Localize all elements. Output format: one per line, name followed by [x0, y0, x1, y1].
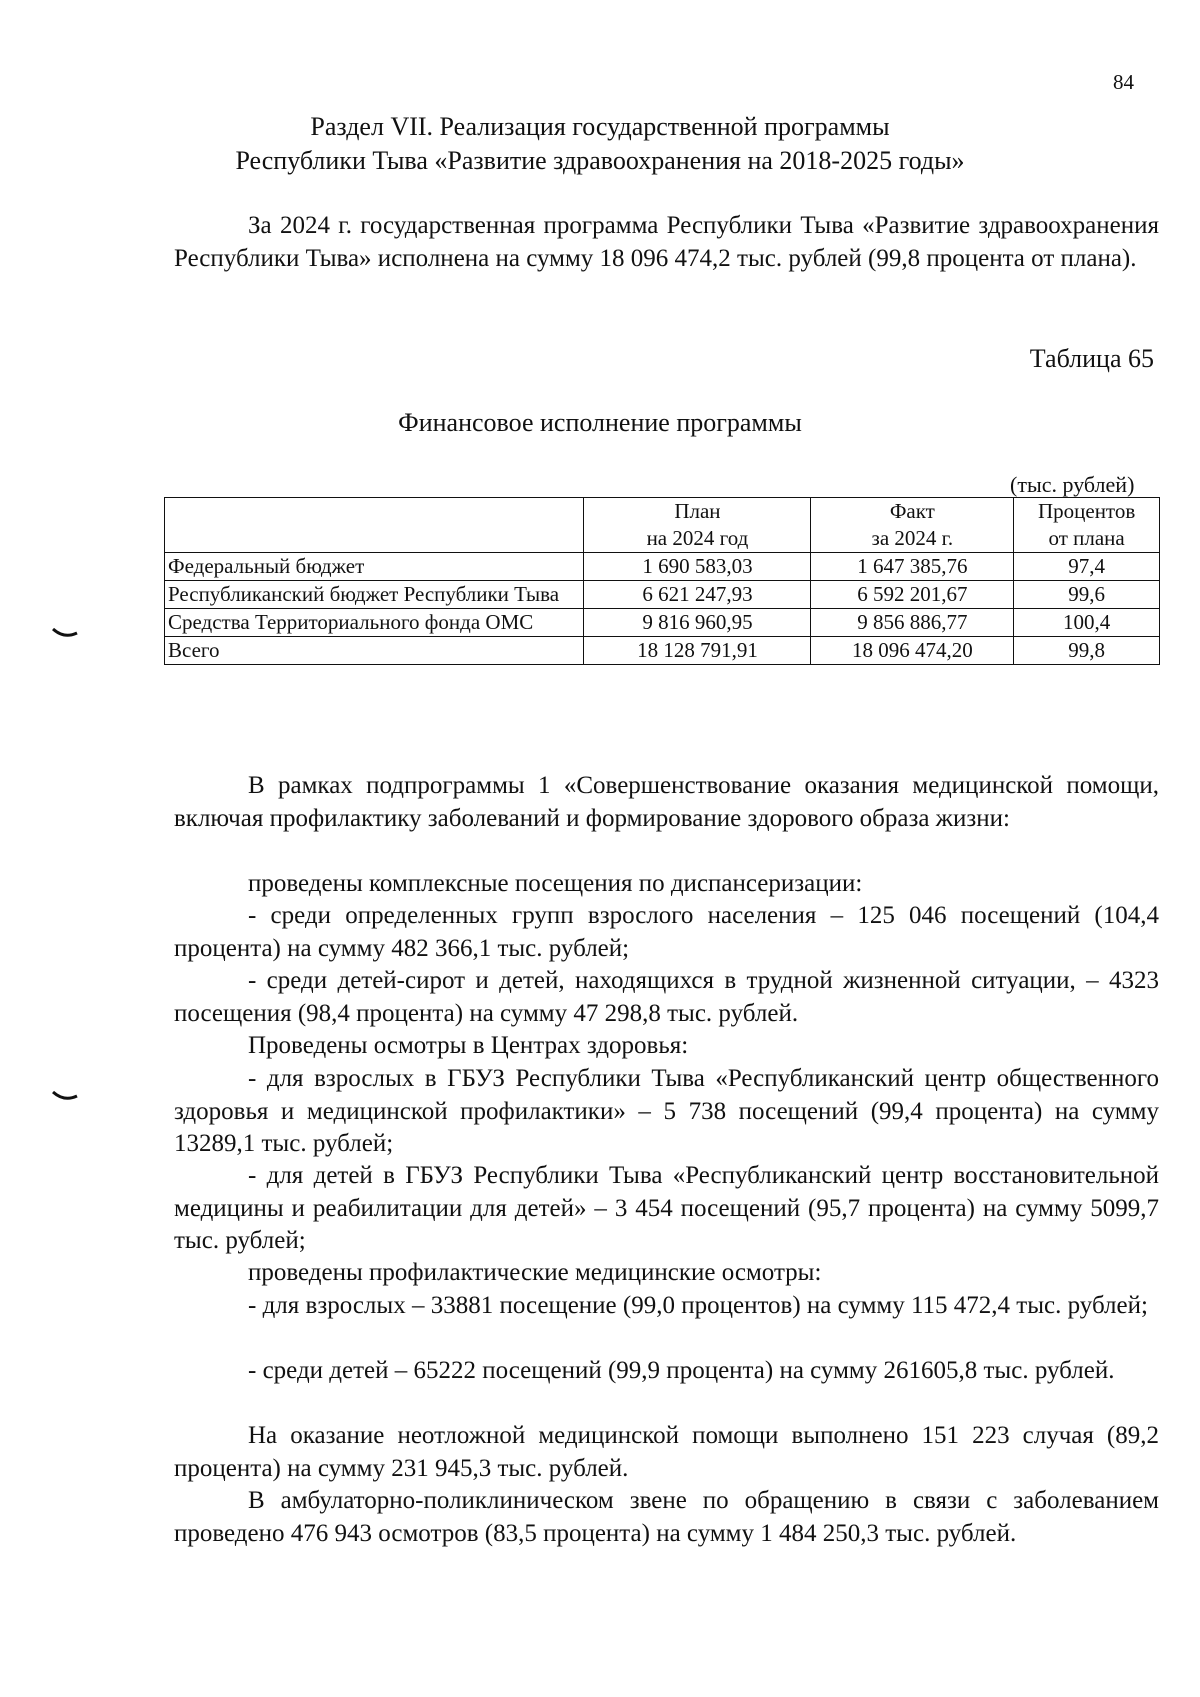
body-paragraph: В амбулаторно-поликлиническом звене по обращению в связи с заболеванием проведено 476 943 осмотров (83,5 процента) на сумму 1 484 250,3 тыс. рублей.	[174, 1487, 1159, 1547]
table-caption: Таблица 65	[1029, 344, 1154, 373]
table-row-total	[165, 637, 1160, 665]
table-row	[165, 553, 1160, 581]
intro-paragraph: За 2024 г. государственная программа Республики Тыва «Развитие здравоохранения Республики Тыва» исполнена на сумму 18 096 474,2 тыс. рублей (99,8 процента от плана).	[174, 212, 1159, 272]
header-percent	[1014, 498, 1160, 553]
page-number: 84	[1113, 70, 1134, 94]
row-name: Средства Территориального фонда ОМС	[165, 609, 584, 637]
row-name: Всего	[165, 637, 584, 665]
header-percent-line1: Процентов	[1037, 499, 1136, 523]
row-name: Федеральный бюджет	[165, 553, 584, 581]
body-paragraph: проведены профилактические медицинские осмотры:	[248, 1259, 822, 1286]
row-name: Республиканский бюджет Республики Тыва	[165, 581, 584, 609]
row-percent: 99,6	[1014, 581, 1160, 609]
row-fact: 1 647 385,76	[811, 553, 1014, 581]
header-empty-cell	[165, 498, 584, 553]
row-plan: 9 816 960,95	[584, 609, 811, 637]
section-title-line1: Раздел VII. Реализация государственной программы	[310, 112, 890, 141]
row-plan: 18 128 791,91	[584, 637, 811, 665]
section-title	[170, 110, 1030, 178]
row-fact: 18 096 474,20	[811, 637, 1014, 665]
table-row	[165, 581, 1160, 609]
body-paragraph: - для взрослых в ГБУЗ Республики Тыва «Республиканский центр общественного здоровья и медицинской профилактики» – 5 738 посещений (99,4 процента) на сумму 13289,1 тыс. рублей;	[174, 1065, 1159, 1157]
binding-hole-mark-icon	[52, 627, 78, 639]
row-plan: 6 621 247,93	[584, 581, 811, 609]
section-title-line2: Республики Тыва «Развитие здравоохранения на 2018-2025 годы»	[235, 146, 965, 175]
body-paragraph: - среди детей – 65222 посещений (99,9 процента) на сумму 261605,8 тыс. рублей.	[248, 1357, 1115, 1384]
body-paragraph: - среди определенных групп взрослого населения – 125 046 посещений (104,4 процента) на сумму 482 366,1 тыс. рублей;	[174, 902, 1159, 962]
row-percent: 97,4	[1014, 553, 1160, 581]
header-plan-line1: План	[674, 499, 721, 523]
header-fact-line1: Факт	[889, 499, 935, 523]
row-fact: 9 856 886,77	[811, 609, 1014, 637]
finance-table	[164, 497, 1160, 665]
row-fact: 6 592 201,67	[811, 581, 1014, 609]
binding-hole-mark-icon	[52, 1090, 78, 1102]
body-paragraph: - для взрослых – 33881 посещение (99,0 процентов) на сумму 115 472,4 тыс. рублей;	[248, 1292, 1148, 1319]
row-percent: 99,8	[1014, 637, 1160, 665]
header-plan-line2: на 2024 год	[646, 526, 749, 550]
body-paragraph: - среди детей-сирот и детей, находящихся в трудной жизненной ситуации, – 4323 посещения (98,4 процента) на сумму 47 298,8 тыс. рублей.	[174, 967, 1159, 1027]
header-fact-line2: за 2024 г.	[871, 526, 954, 550]
header-plan	[584, 498, 811, 553]
row-percent: 100,4	[1014, 609, 1160, 637]
body-paragraph: - для детей в ГБУЗ Республики Тыва «Республиканский центр восстановительной медицины и реабилитации для детей» – 3 454 посещений (95,7 процента) на сумму 5099,7 тыс. рублей;	[174, 1162, 1159, 1254]
table-title: Финансовое исполнение программы	[398, 408, 802, 437]
body-paragraph: На оказание неотложной медицинской помощи выполнено 151 223 случая (89,2 процента) на сумму 231 945,3 тыс. рублей.	[174, 1422, 1159, 1482]
row-plan: 1 690 583,03	[584, 553, 811, 581]
header-fact	[811, 498, 1014, 553]
body-paragraph: Проведены осмотры в Центрах здоровья:	[248, 1032, 689, 1059]
table-row	[165, 609, 1160, 637]
table-header-row	[165, 498, 1160, 553]
body-paragraph: В рамках подпрограммы 1 «Совершенствование оказания медицинской помощи, включая профилактику заболеваний и формирование здорового образа жизни:	[174, 772, 1159, 832]
table-units: (тыс. рублей)	[1010, 472, 1135, 497]
header-percent-line2: от плана	[1048, 526, 1125, 550]
body-paragraph: проведены комплексные посещения по диспансеризации:	[248, 870, 863, 897]
